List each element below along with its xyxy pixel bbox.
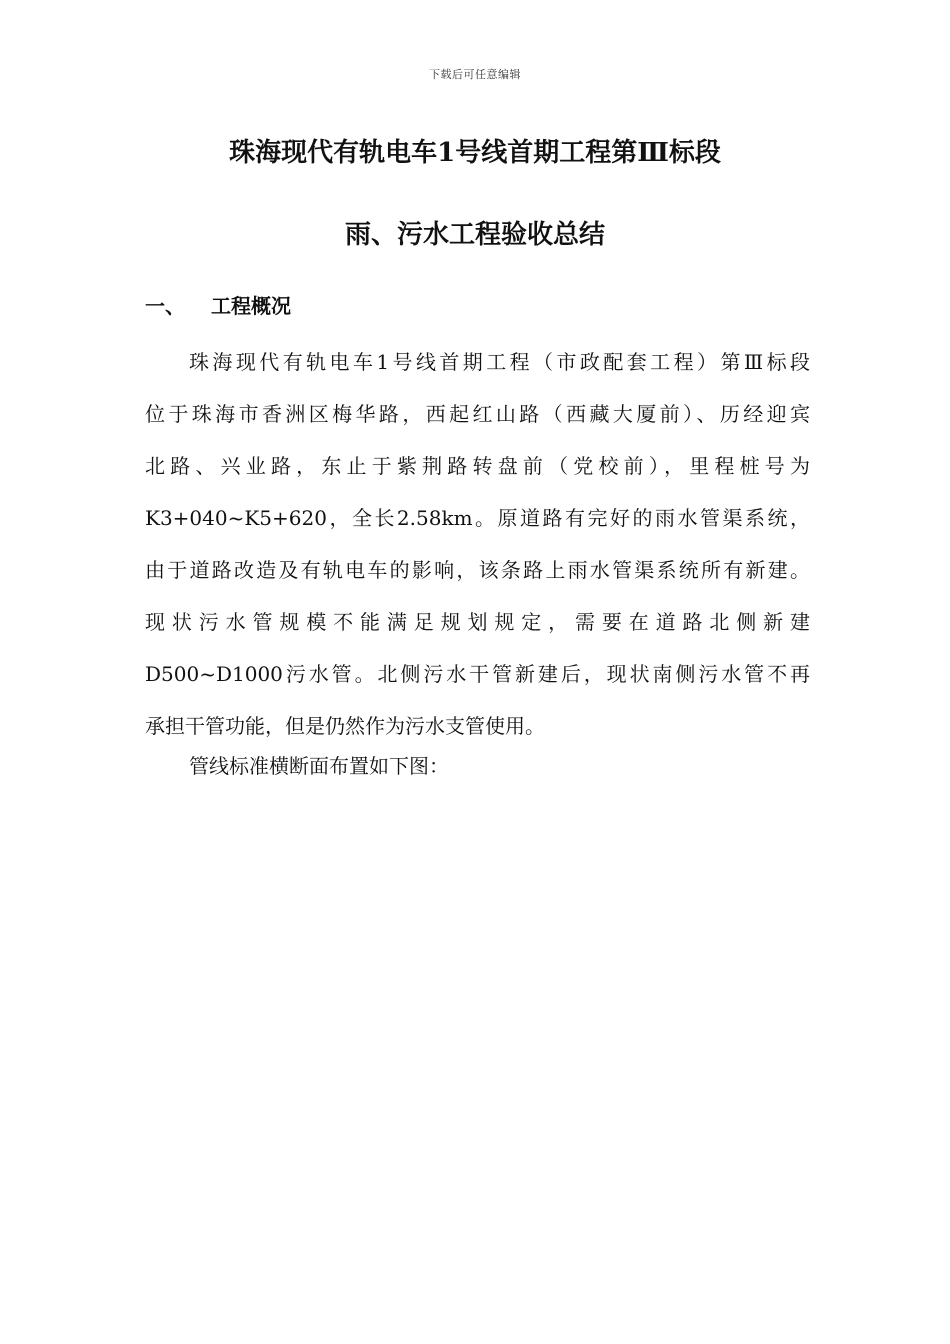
section-number: 一、 bbox=[145, 294, 185, 318]
paragraph-line: K3+040~K5+620，全长2.58km。原道路有完好的雨水管渠系统， bbox=[145, 506, 810, 530]
header-note: 下载后可任意编辑 bbox=[429, 68, 521, 81]
paragraph-line: 珠海现代有轨电车1号线首期工程（市政配套工程）第Ⅲ标段 bbox=[189, 350, 810, 374]
paragraph-2: 管线标准横断面布置如下图： bbox=[189, 754, 449, 778]
paragraph-1 bbox=[145, 336, 810, 752]
section-heading bbox=[145, 290, 291, 319]
document-title-line-1: 珠海现代有轨电车1号线首期工程第Ⅲ标段 bbox=[229, 138, 721, 168]
paragraph-line: 北路、兴业路，东止于紫荆路转盘前（党校前），里程桩号为 bbox=[145, 454, 810, 478]
paragraph-line: D500~D1000污水管。北侧污水干管新建后，现状南侧污水管不再 bbox=[145, 662, 810, 686]
paragraph-line: 承担干管功能，但是仍然作为污水支管使用。 bbox=[145, 714, 545, 738]
paragraph-line: 现状污水管规模不能满足规划规定，需要在道路北侧新建 bbox=[145, 610, 810, 634]
paragraph-line: 由于道路改造及有轨电车的影响，该条路上雨水管渠系统所有新建。 bbox=[145, 558, 810, 582]
document-title-line-2: 雨、污水工程验收总结 bbox=[344, 220, 605, 250]
paragraph-line: 位于珠海市香洲区梅华路，西起红山路（西藏大厦前）、历经迎宾 bbox=[145, 402, 810, 426]
section-title: 工程概况 bbox=[211, 294, 291, 318]
